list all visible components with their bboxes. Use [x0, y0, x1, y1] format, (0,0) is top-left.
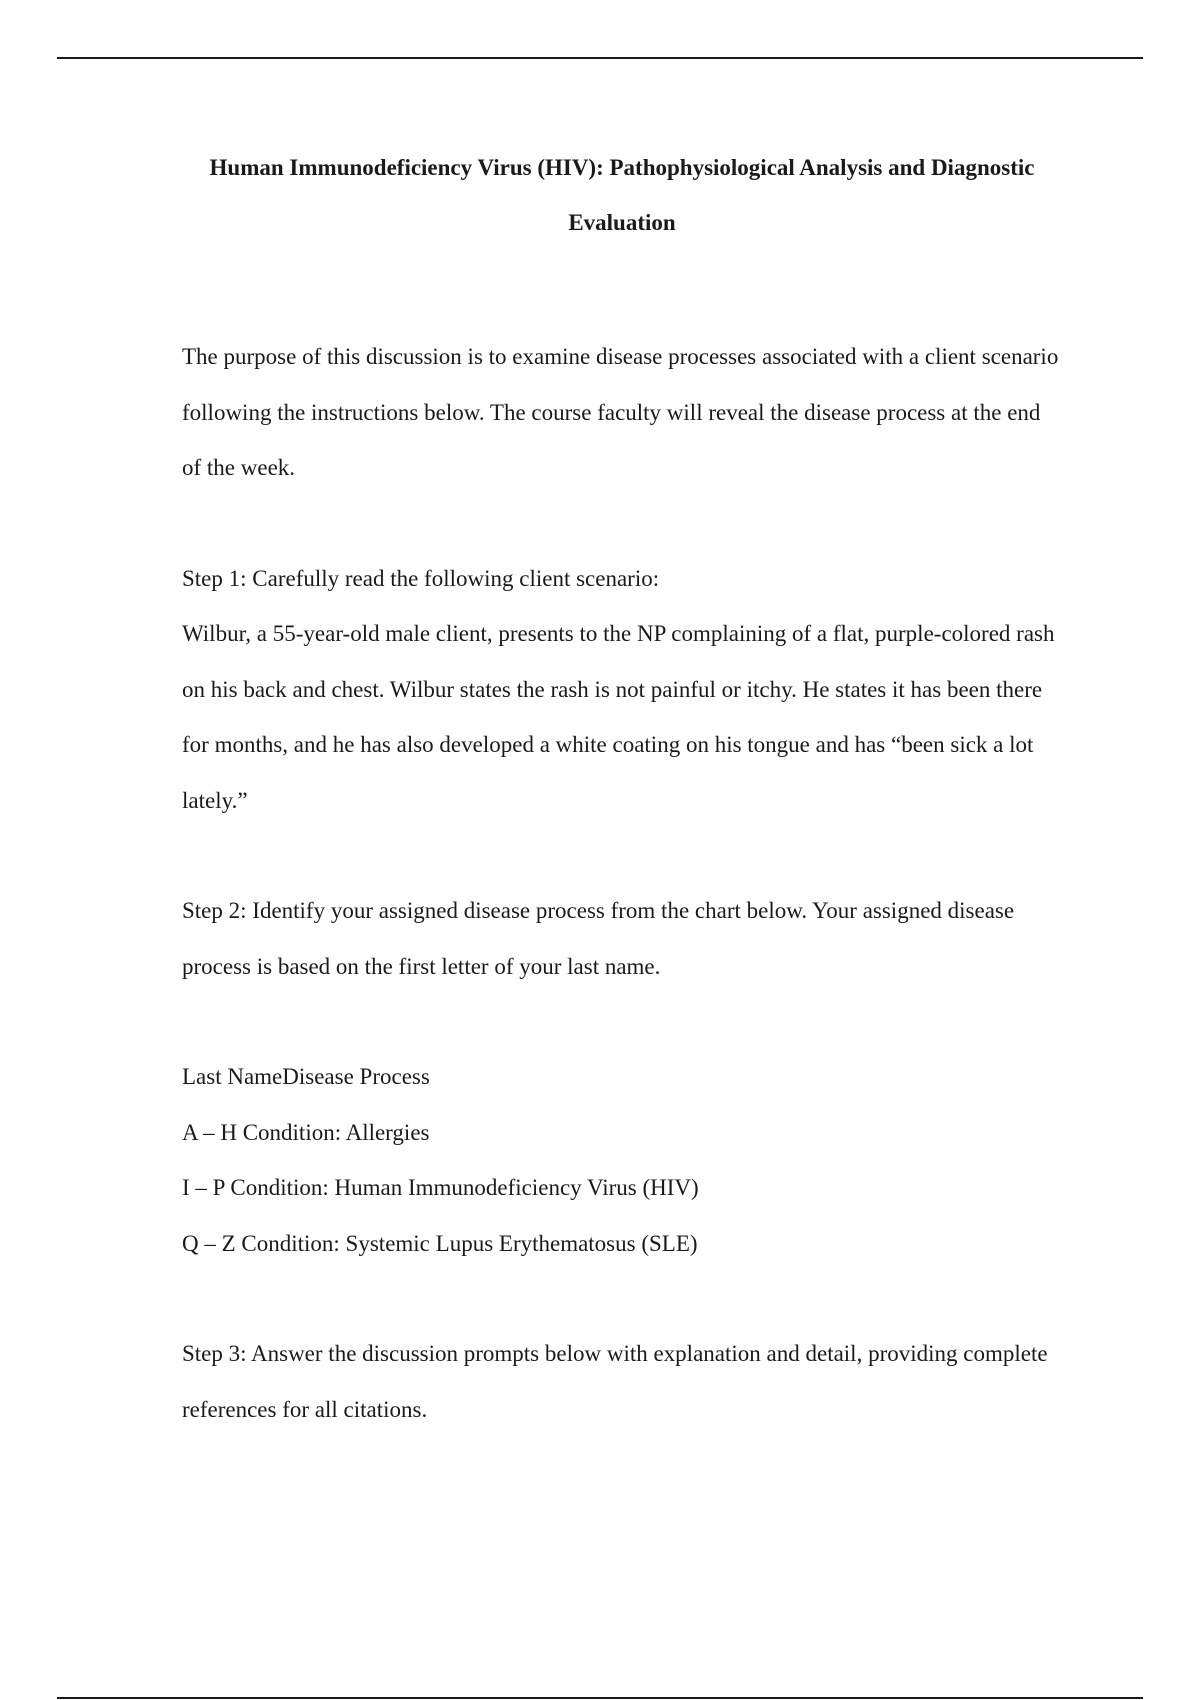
client-scenario: Wilbur, a 55-year-old male client, presents to the NP complaining of a flat, purple-colored rash on his back and chest. Wilbur states the rash is not painful or itchy. He states it has been there for months, and he has also developed a white coating on his tongue and has “been sick a lot lately.”	[182, 621, 1055, 813]
chart-header: Last NameDisease Process	[182, 1064, 430, 1089]
step-1-heading: Step 1: Carefully read the following client scenario:	[182, 565, 660, 591]
bottom-rule	[57, 1697, 1143, 1699]
step-2-paragraph: Step 2: Identify your assigned disease process from the chart below. Your assigned disease process is based on the first letter of your last name.	[182, 898, 1015, 979]
document-title-line-1: Human Immunodeficiency Virus (HIV): Pathophysiological Analysis and Diagnostic	[209, 155, 1035, 180]
document-title-line-2: Evaluation	[568, 210, 676, 235]
chart-row-i-p: I – P Condition: Human Immunodeficiency Virus (HIV)	[182, 1175, 699, 1200]
document-body	[182, 140, 1062, 1437]
intro-paragraph: The purpose of this discussion is to examine disease processes associated with a client scenario following the instructions below. The course faculty will reveal the disease process at the end of the week.	[182, 344, 1059, 480]
step-3-paragraph: Step 3: Answer the discussion prompts below with explanation and detail, providing complete references for all citations.	[182, 1341, 1048, 1422]
chart-row-q-z: Q – Z Condition: Systemic Lupus Erythematosus (SLE)	[182, 1230, 698, 1256]
chart-row-a-h: A – H Condition: Allergies	[182, 1119, 430, 1145]
top-rule	[57, 57, 1143, 59]
